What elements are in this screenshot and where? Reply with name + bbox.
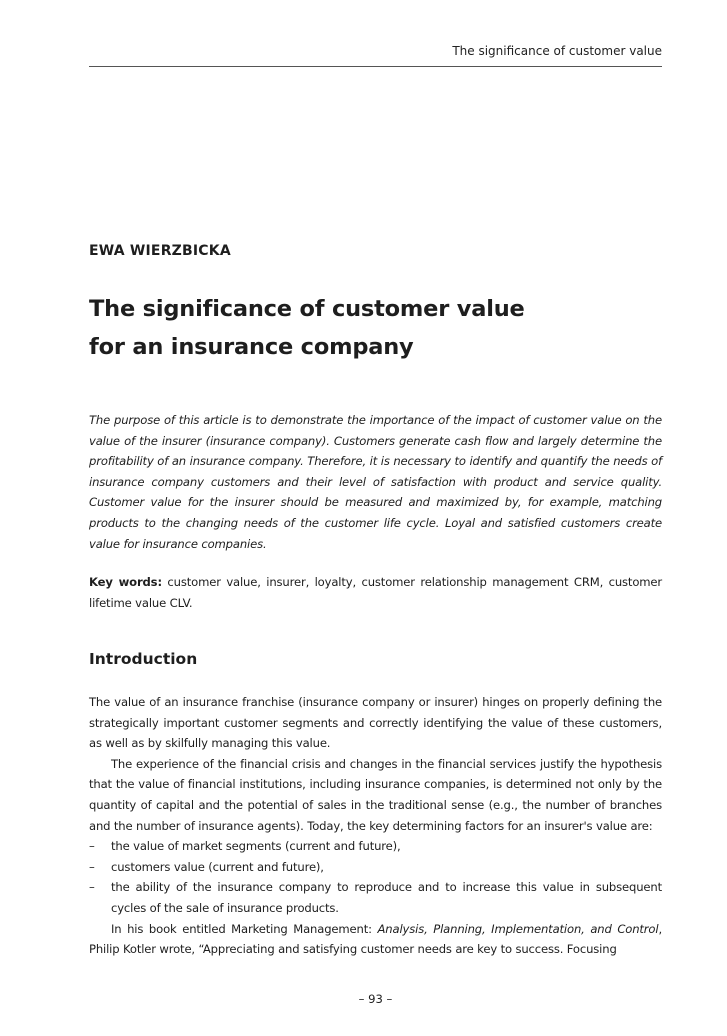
keywords (89, 572, 662, 613)
list-item (89, 836, 662, 857)
running-head: The significance of customer value (452, 44, 662, 58)
paragraph-3-end: , Philip Kotler wrote, “Appreciating and satisfying customer needs are key to success. Focusing (89, 921, 662, 957)
keywords-label: Key words: (89, 575, 162, 589)
section-heading-introduction: Introduction (89, 650, 198, 668)
page-number: – 93 – (358, 992, 393, 1006)
article-title (89, 290, 525, 366)
list-item (89, 877, 662, 918)
paragraph-1: The value of an insurance franchise (insurance company or insurer) hinges on properly defining the strategically important customer segments and correctly identifying the value of these customers, as well as by skilfully managing this value. (89, 695, 662, 751)
paragraph-2: The experience of the financial crisis and changes in the financial services justify the hypothesis that the value of financial institutions, including insurance companies, is determined not only by the quantity of capital and the potential of sales in the traditional sense (e.g., the number of branches and the number of insurance agents). Today, the key determining factors for an insurer's value are: (89, 756, 662, 833)
list-item-text: the value of market segments (current and future), (111, 839, 401, 854)
list-item (89, 857, 662, 878)
body-text (89, 692, 662, 960)
keywords-text: customer value, insurer, loyalty, customer relationship management CRM, customer lifetime value CLV. (89, 575, 663, 610)
list-dash: – (89, 839, 95, 854)
value-factors-list (89, 836, 662, 918)
list-dash: – (89, 880, 95, 895)
list-item-text: the ability of the insurance company to reproduce and to increase this value in subsequent cycles of the sale of insurance products. (111, 880, 662, 915)
title-line-2: for an insurance company (89, 334, 414, 360)
abstract: The purpose of this article is to demonstrate the importance of the impact of customer value on the value of the insurer (insurance company). Customers generate cash flow and largely determine the profitability of an insurance company. Therefore, it is necessary to identify and quantify the needs of insurance company customers and their level of satisfaction with product and service quality. Customer value for the insurer should be measured and maximized by, for example, matching products to the changing needs of the customer life cycle. Loyal and satisfied customers create value for insurance companies. (89, 413, 662, 551)
author-name: EWA WIERZBICKA (89, 243, 231, 259)
paragraph-3-start: In his book entitled Marketing Management: (111, 921, 378, 936)
list-item-text: customers value (current and future), (111, 859, 324, 874)
book-title: Analysis, Planning, Implementation, and Control (377, 921, 659, 936)
list-dash: – (89, 859, 95, 874)
title-line-1: The significance of customer value (89, 296, 525, 322)
paragraph-3 (89, 919, 662, 960)
header-rule (89, 66, 662, 67)
